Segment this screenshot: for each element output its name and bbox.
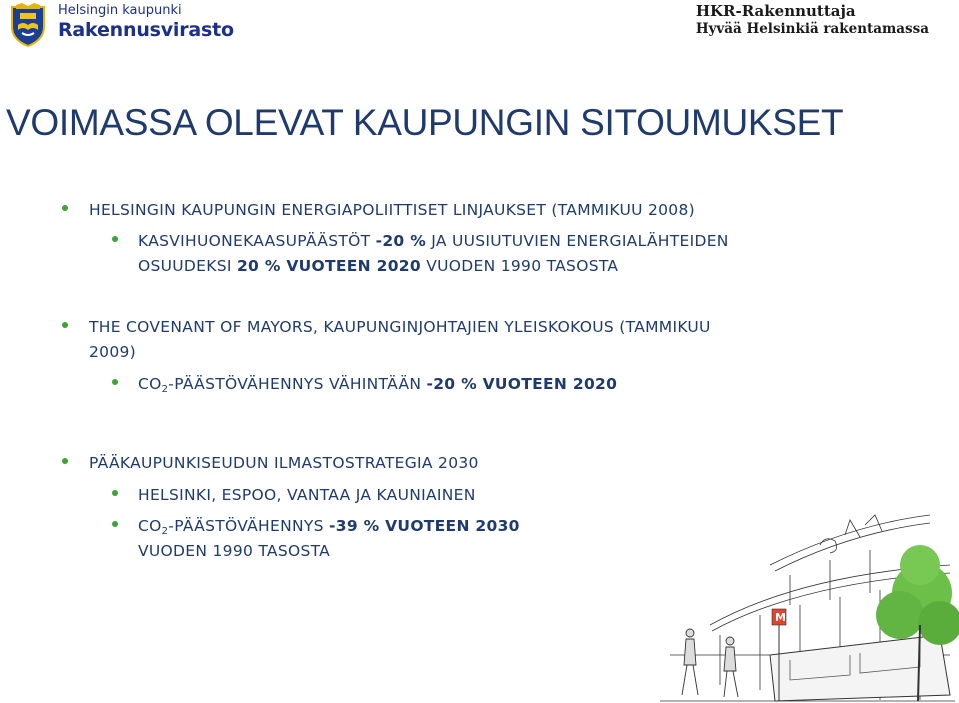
text-span: -20 % VUOTEEN 2020 bbox=[426, 375, 618, 393]
list-item-continuation: 2009) bbox=[89, 343, 136, 361]
bullet-dot bbox=[112, 521, 118, 527]
text-span: -20 % bbox=[375, 232, 427, 250]
brand-line1: HKR-Rakennuttaja bbox=[695, 2, 856, 20]
text-span: CO bbox=[138, 517, 162, 535]
bullet-dot bbox=[62, 458, 68, 464]
bullet-dot bbox=[112, 490, 118, 496]
list-item-continuation bbox=[138, 257, 618, 275]
svg-text:M: M bbox=[775, 611, 786, 624]
list-item: PÄÄKAUPUNKISEUDUN ILMASTOSTRATEGIA 2030 bbox=[89, 454, 479, 472]
logo-line1: Helsingin kaupunki bbox=[58, 3, 182, 18]
text-span: -39 % VUOTEEN 2030 bbox=[329, 517, 520, 535]
bullet-dot bbox=[62, 205, 68, 211]
subscript: 2 bbox=[161, 526, 169, 537]
text-span: VUODEN 1990 TASOSTA bbox=[420, 257, 619, 275]
text-span: -PÄÄSTÖVÄHENNYS bbox=[168, 517, 330, 535]
text-span: 20 % VUOTEEN 2020 bbox=[236, 257, 421, 275]
list-item: HELSINGIN KAUPUNGIN ENERGIAPOLIITTISET LINJAUKSET (TAMMIKUU 2008) bbox=[89, 201, 695, 219]
city-street-sketch bbox=[650, 505, 959, 703]
text-span: -PÄÄSTÖVÄHENNYS VÄHINTÄÄN bbox=[168, 375, 427, 393]
text-span: KASVIHUONEKAASUPÄÄSTÖT bbox=[138, 232, 376, 250]
text-span: OSUUDEKSI bbox=[138, 257, 237, 275]
brand-line2: Hyvää Helsinkiä rakentamassa bbox=[695, 21, 929, 37]
logo-line2: Rakennusvirasto bbox=[58, 19, 234, 41]
bullet-dot bbox=[62, 322, 68, 328]
list-item: THE COVENANT OF MAYORS, KAUPUNGINJOHTAJIEN YLEISKOKOUS (TAMMIKUU bbox=[89, 318, 711, 336]
list-item bbox=[138, 232, 729, 250]
page-title: VOIMASSA OLEVAT KAUPUNGIN SITOUMUKSET bbox=[6, 102, 844, 143]
list-item bbox=[138, 517, 520, 537]
text-span: JA UUSIUTUVIEN ENERGIALÄHTEIDEN bbox=[426, 232, 729, 250]
bullet-dot bbox=[112, 236, 118, 242]
list-item: HELSINKI, ESPOO, VANTAA JA KAUNIAINEN bbox=[138, 486, 476, 504]
subscript: 2 bbox=[161, 384, 169, 395]
text-span: CO bbox=[138, 375, 162, 393]
list-item bbox=[138, 375, 617, 395]
bullet-dot bbox=[112, 379, 118, 385]
list-item-continuation: VUODEN 1990 TASOSTA bbox=[138, 542, 331, 560]
